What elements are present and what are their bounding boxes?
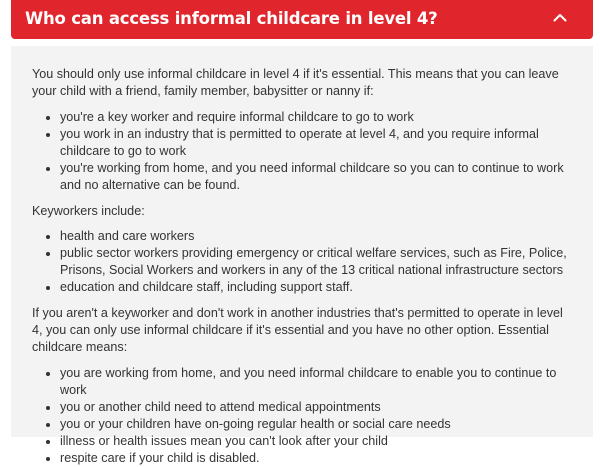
list-item: respite care if your child is disabled. (60, 450, 575, 467)
accordion-title: Who can access informal childcare in level 4? (25, 9, 438, 28)
intro-paragraph: You should only use informal childcare in level 4 if it's essential. This means that you can leave your child with a friend, family member, babysitter or nanny if: (32, 67, 559, 98)
essential-intro: If you aren't a keyworker and don't work in another industries that's permitted to operate in level 4, you can only use informal childcare if it's essential and you have no other option. Essential childcare means: (32, 306, 563, 354)
list-item: you or another child need to attend medical appointments (60, 399, 575, 416)
accordion-body (11, 46, 593, 465)
list-item: illness or health issues mean you can't look after your child (60, 433, 575, 450)
list-item: you are working from home, and you need informal childcare to enable you to continue to work (60, 365, 575, 399)
list-item: you or your children have on-going regular health or social care needs (60, 416, 575, 433)
accordion-header[interactable] (11, 0, 593, 39)
list-item: you're a key worker and require informal childcare to go to work (60, 109, 575, 126)
list-item: public sector workers providing emergency or critical welfare services, such as Fire, Police, Prisons, Social Workers and workers in any of the 13 critical national infrastructure sectors (60, 245, 575, 279)
list-item: you work in an industry that is permitted to operate at level 4, and you require informal childcare to go to work (60, 126, 575, 160)
list-item: health and care workers (60, 228, 575, 245)
keyworkers-list (32, 228, 575, 296)
list-item: education and childcare staff, including support staff. (60, 279, 575, 296)
conditions-list (32, 109, 575, 194)
chevron-up-icon[interactable] (551, 9, 569, 27)
list-item: you're working from home, and you need informal childcare so you can to continue to work and no alternative can be found. (60, 160, 575, 194)
essential-list (32, 365, 575, 467)
keyworkers-intro: Keyworkers include: (32, 204, 145, 218)
